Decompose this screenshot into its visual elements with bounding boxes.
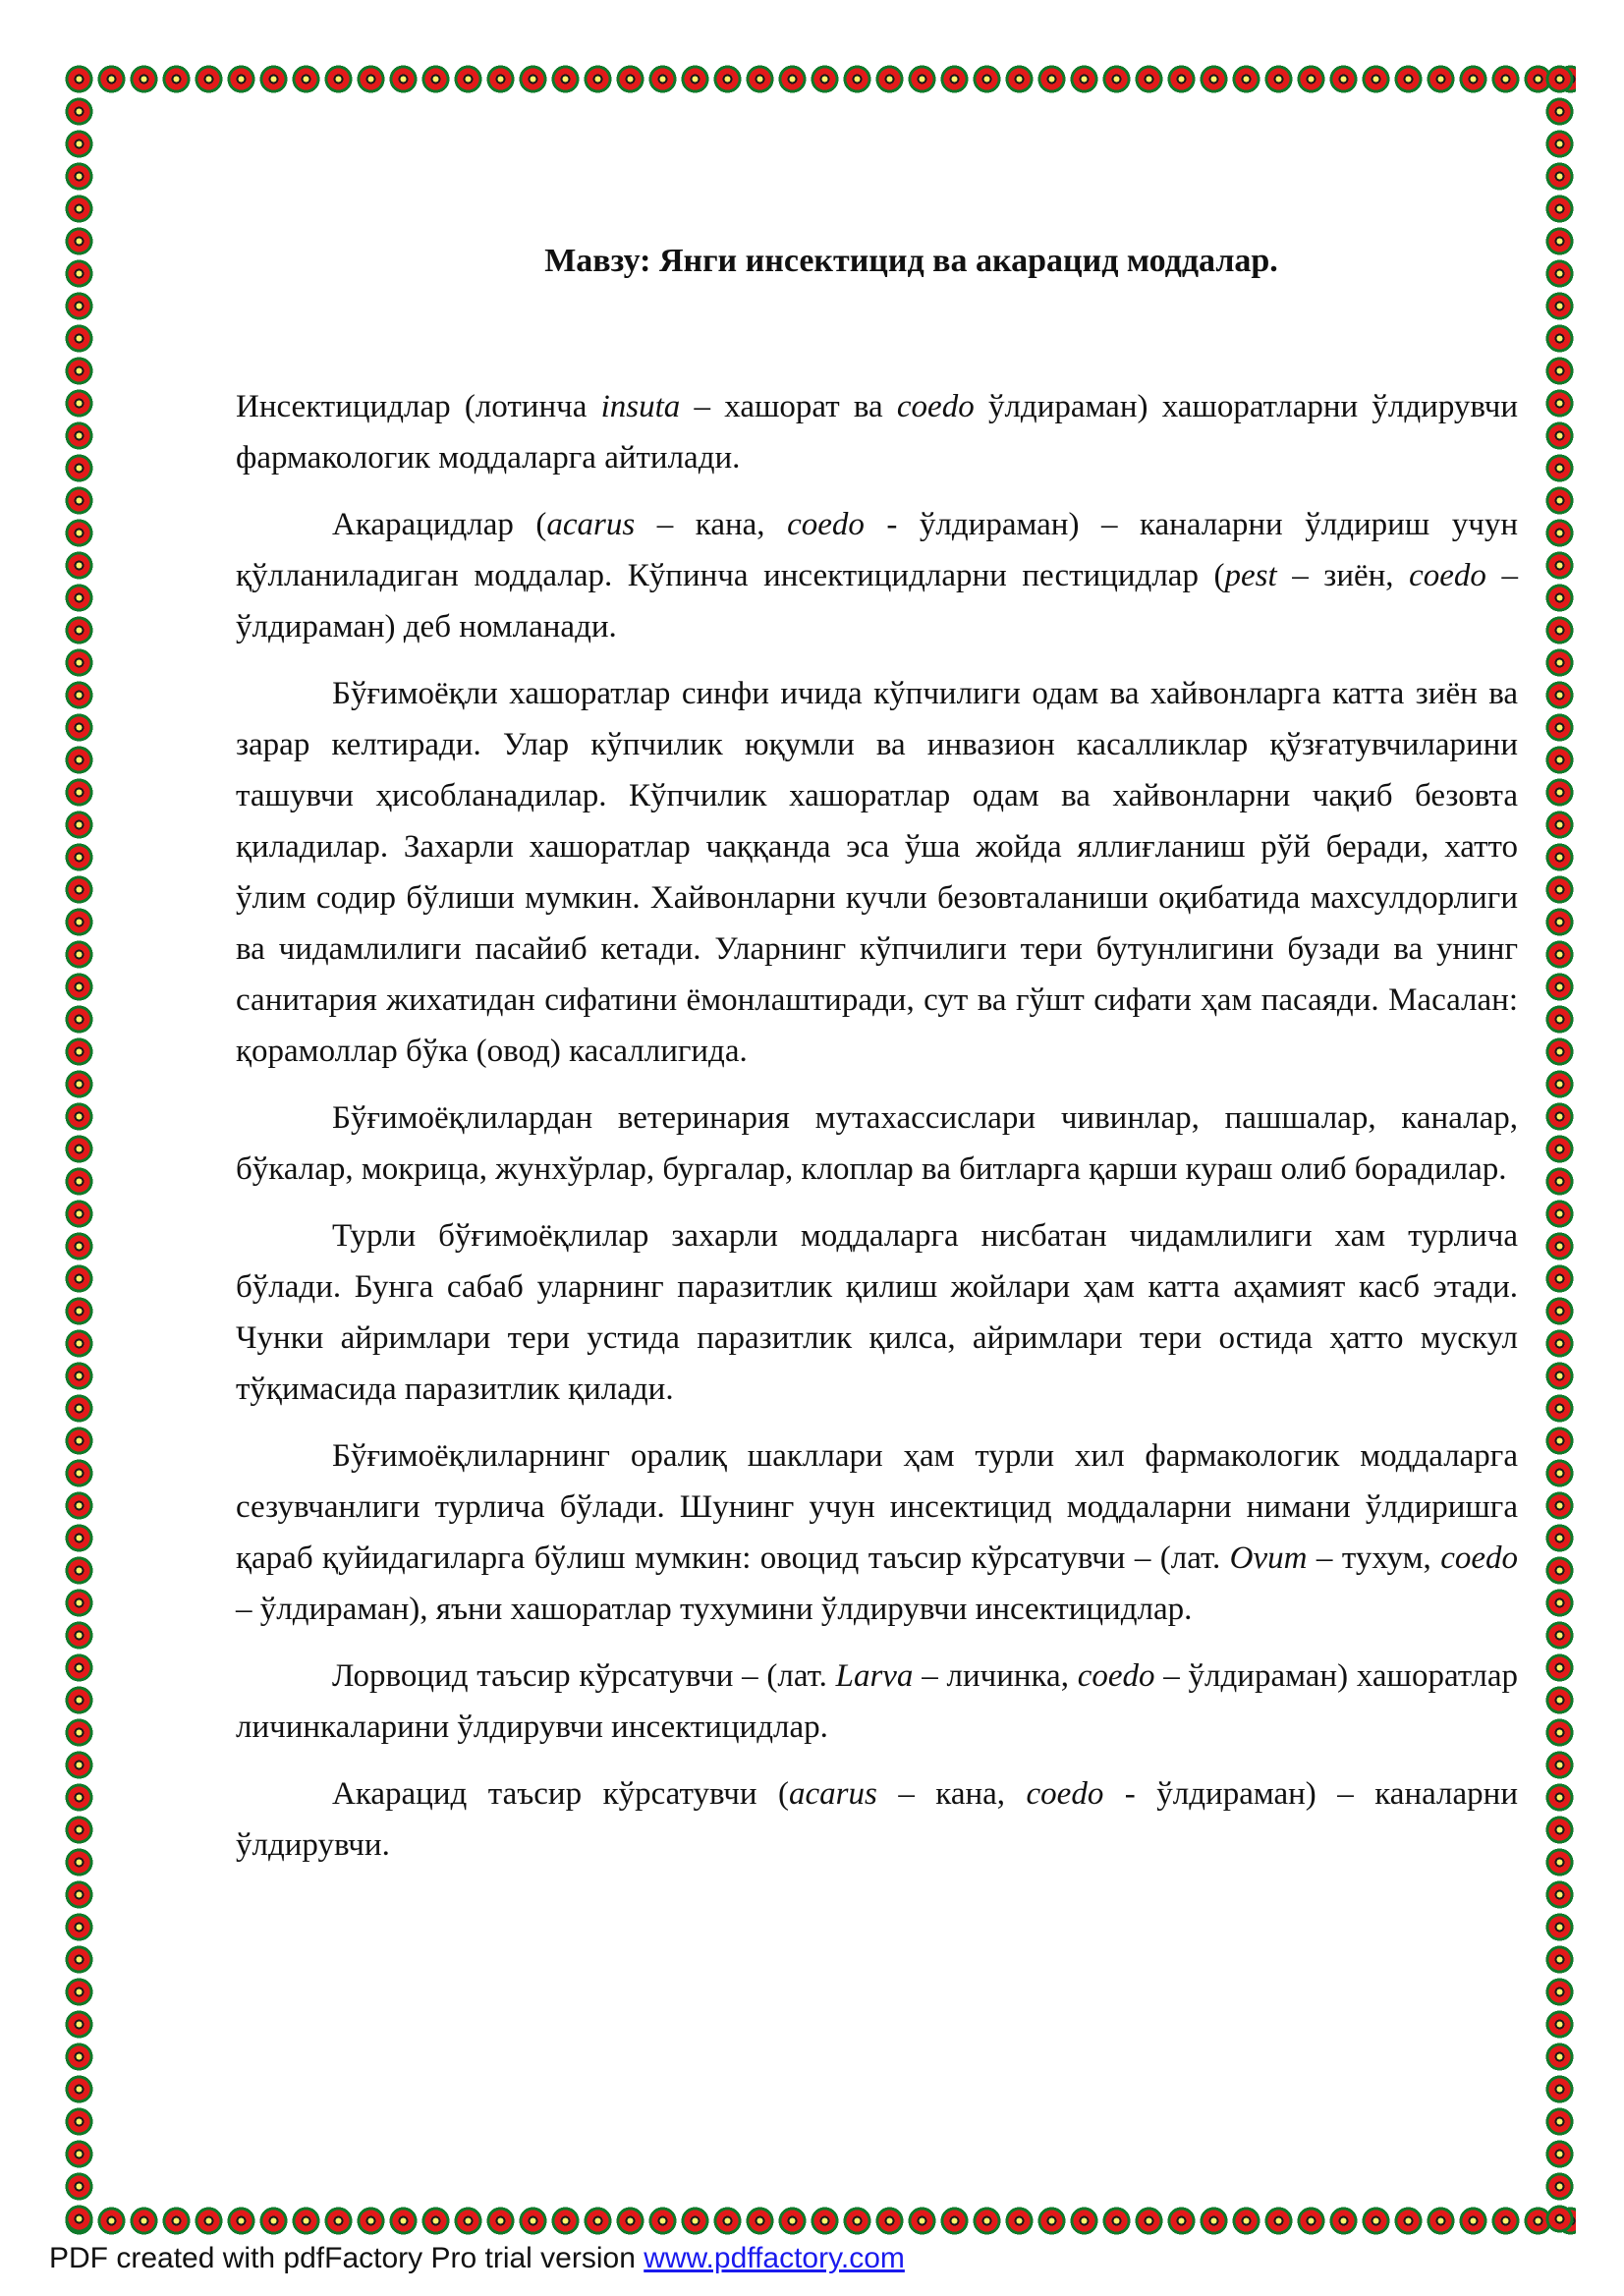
italic-term: pest [1224,558,1277,593]
text-run: Бўғимоёқлиларнинг оралиқ шакллари ҳам турли хил фармакологик моддаларга сезувчанлиги турлича бўлади. Шунинг учун инсектицид моддаларни нимани ўлдиришга қараб қуйидагиларга бўлиш мумкин: овоцид таъсир кўрсатувчи – (лат. [236,1438,1518,1576]
paragraph [236,1430,1518,1635]
text-run: – ўлдираман) деб номланади. [236,558,1518,644]
text-run: Бўғимоёқли хашоратлар синфи ичида кўпчилиги одам ва хайвонларга катта зиён ва зарар келтиради. Улар кўпчилик юқумли ва инвазион касалликлар қўзғатувчиларини ташувчи ҳисобланадилар. Кўпчилик хашоратлар одам ва хайвонларни чақиб безовта қиладилар. Захарли хашоратлар чаққанда эса ўша жойда яллиғланиш рўй беради, хатто ўлим содир бўлиши мумкин. Хайвонларни кучли безовталаниши оқибатида махсулдорлиги ва чидамлилиги пасайиб кетади. Уларнинг кўпчилиги тери бутунлигини бузади ва унинг санитария жихатидан сифатини ёмонлаштиради, сут ва гўшт сифати ҳам пасаяди. Масалан: қорамоллар бўка (овод) касаллигида. [236,676,1518,1069]
text-run: - ўлдираман) – каналарни ўлдириш учун қўлланиладиган моддалар. Кўпинча инсектицидларни пестицидлар ( [236,507,1519,593]
paragraph [236,1092,1518,1195]
text-run: Инсектицидлар (лотинча [236,389,601,424]
text-run: – тухум, [1307,1540,1441,1576]
paragraph [236,1210,1518,1415]
floral-border-bottom [63,2205,1576,2237]
italic-term: acarus [546,507,636,542]
text-run: – хашорат ва [680,389,897,424]
text-run: Акарацидлар ( [332,507,547,542]
paragraph [236,668,1518,1077]
paragraph-list [236,381,1518,1871]
footer-link[interactable]: www.pdffactory.com [644,2242,905,2274]
floral-border-right [1543,63,1576,2237]
paragraph [236,499,1518,652]
text-run: – личинка, [913,1658,1078,1694]
floral-border-left [63,63,95,2237]
document-body [236,236,1518,1886]
text-run: – кана, [876,1776,1027,1812]
text-run: – зиён, [1276,558,1410,593]
text-run: Лорвоцид таъсир кўрсатувчи – (лат. [332,1658,836,1694]
italic-term: coedo [787,507,865,542]
paragraph [236,1651,1518,1753]
italic-term: coedo [896,389,975,424]
text-run: ўлдираман) хашоратларни ўлдирувчи фармакологик моддаларга айтилади. [236,389,1518,476]
text-run: Бўғимоёқлилардан ветеринария мутахассислари чивинлар, пашшалар, каналар, бўкалар, мокрица, жунхўрлар, бургалар, клоплар ва битларга қарши кураш олиб борадилар. [236,1100,1518,1187]
footer-text: PDF created with pdfFactory Pro trial version [49,2242,644,2274]
text-run: – кана, [635,507,788,542]
text-run: – ўлдираман) хашоратлар личинкаларини ўлдирувчи инсектицидлар. [236,1658,1518,1745]
floral-border-top [63,63,1576,95]
italic-term: Ovum [1229,1540,1308,1576]
italic-term: coedo [1440,1540,1518,1576]
italic-term: acarus [789,1776,877,1812]
italic-term: insuta [600,389,681,424]
paragraph [236,381,1518,483]
italic-term: coedo [1026,1776,1104,1812]
paragraph [236,1768,1518,1871]
italic-term: coedo [1077,1658,1155,1694]
text-run: - ўлдираман) – каналарни ўлдирувчи. [236,1776,1518,1863]
text-run: Турли бўғимоёқлилар захарли моддаларга нисбатан чидамлилиги хам турлича бўлади. Бунга сабаб уларнинг паразитлик қилиш жойлари ҳам катта аҳамият касб этади. Чунки айримлари тери устида паразитлик қилса, айримлари тери остида ҳатто мускул тўқимасида паразитлик қилади. [236,1218,1518,1407]
document-title: Мавзу: Янги инсектицид ва акарацид моддалар. [544,243,1278,279]
italic-term: coedo [1409,558,1486,593]
text-run: Акарацид таъсир кўрсатувчи ( [332,1776,789,1812]
pdf-footer [49,2242,905,2275]
text-run: – ўлдираман), яъни хашоратлар тухумини ўлдирувчи инсектицидлар. [236,1592,1193,1627]
italic-term: Larva [835,1658,914,1694]
